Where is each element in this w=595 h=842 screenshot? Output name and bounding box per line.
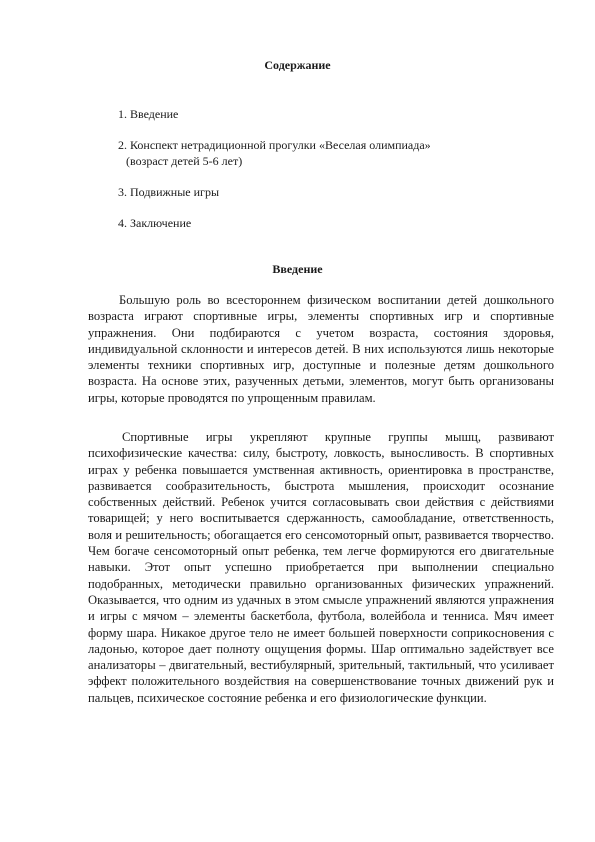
toc-item-subline: (возраст детей 5-6 лет) <box>126 154 243 168</box>
toc-item-outdoor-games: 3. Подвижные игры <box>118 185 220 199</box>
section-title-introduction: Введение <box>272 262 323 276</box>
paragraph: Спортивные игры укрепляют крупные группы мышц, развивают психофизические качества: силу, быстроту, ловкость, выносливость. В спортивных играх у ребенка повышается умственная активность, ориентировка в пространстве, развивается сообразительность, быстрота мышления, происходит осознание собственных действий. Ребенок учится согласовывать свои действия с действиями товарищей; у него воспитывается сдержанность, самообладание, ответственность, воля и решительность; обогащается его сенсомоторный опыт, развивается творчество. Чем богаче сенсомоторный опыт ребенка, тем легче формируются его двигательные навыки. Этот опыт успешно приобретается при выполнении специально подобранных, методически правильно организованных физических упражнений. Оказывается, что одним из удачных в этом смысле упражнений являются упражнения и игры с мячом – элементы баскетбола, футбола, волейбола и тенниса. Мяч имеет форму шара. Никакое другое тело не имеет большей поверхности соприкосновения с ладонью, которое дает полноту ощущения формы. Шар оптимально задействует все анализаторы – двигательный, вестибулярный, зрительный, тактильный, что усиливает эффект положительного воздействия на совершенствование точных движений рук и пальцев, психическое состояние ребенка и его физиологические функции. <box>88 430 554 705</box>
toc-title: Содержание <box>264 58 331 72</box>
toc-item-olympiad-outline <box>118 137 431 169</box>
toc-item-introduction: 1. Введение <box>118 107 179 121</box>
paragraph: Большую роль во всестороннем физическом воспитании детей дошкольного возраста играют спортивные игры, элементы спортивных игр и спортивные упражнения. Они подбираются с учетом возраста, состояния здоровья, индивидуальной склонности и интересов детей. В них используются лишь некоторые элементы техники спортивных игр, доступные и полезные детям дошкольного возраста. На основе этих, разученных детьми, элементов, могут быть организованы игры, которые проводятся по упрощенным правилам. <box>88 293 554 405</box>
toc-item-line: 2. Конспект нетрадиционной прогулки «Веселая олимпиада» <box>118 138 431 152</box>
toc-item-conclusion: 4. Заключение <box>118 216 192 230</box>
